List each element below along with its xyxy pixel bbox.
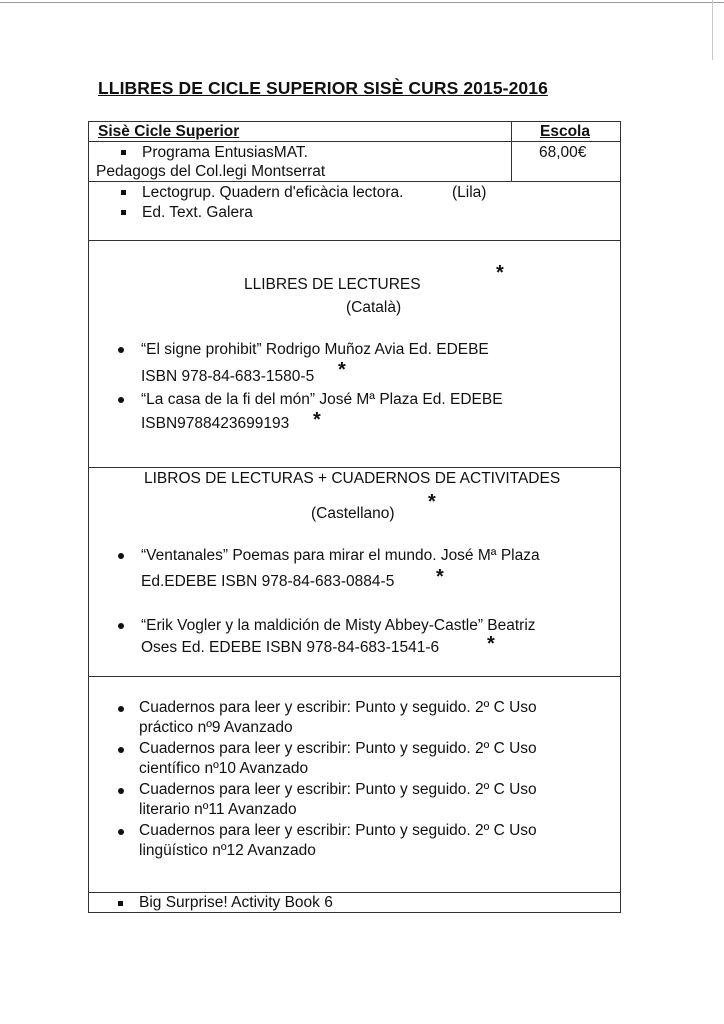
school-header: Escola [540, 123, 590, 140]
row2-divider [88, 240, 621, 241]
cuaderno-1-line1: Cuadernos para leer y escribir: Punto y seguido. 2º C Uso [139, 699, 537, 716]
castellano-heading: LIBROS DE LECTURAS + CUADERNOS DE ACTIVITADES [144, 470, 561, 487]
cuaderno-2-line1: Cuadernos para leer y escribir: Punto y seguido. 2º C Uso [139, 740, 537, 757]
bullet-dot [118, 623, 124, 629]
castellano-book-2-marker: * [487, 633, 495, 655]
scan-border-line [0, 2, 724, 3]
catalan-book-1-isbn: ISBN 978-84-683-1580-5 [141, 368, 315, 385]
catalan-book-2-line1: “La casa de la fi del món” José Mª Plaza Ed. EDEBE [141, 391, 503, 408]
bullet-dot [118, 706, 124, 712]
castellano-book-2-line1: “Erik Vogler y la maldición de Misty Abbey-Castle” Beatriz [141, 617, 536, 634]
bullet-dot [118, 347, 124, 353]
castellano-subheading: (Castellano) [311, 505, 395, 522]
school-price: 68,00€ [539, 144, 587, 161]
castellano-book-1-line2: Ed.EDEBE ISBN 978-84-683-0884-5 [141, 573, 395, 590]
school-column-divider [511, 121, 512, 182]
bullet-square [121, 190, 126, 195]
lectogrup-item: Lectogrup. Quadern d'eficàcia lectora. [142, 184, 404, 201]
bullet-square [118, 901, 123, 906]
document-title: LLIBRES DE CICLE SUPERIOR SISÈ CURS 2015-2016 [98, 78, 548, 98]
catalan-heading-marker: * [496, 262, 504, 284]
bullet-square [121, 210, 126, 215]
bullet-square [121, 150, 126, 155]
entusiasmat-detail: Pedagogs del Col.legi Montserrat [96, 163, 326, 180]
cuaderno-4-line1: Cuadernos para leer y escribir: Punto y seguido. 2º C Uso [139, 822, 537, 839]
cuaderno-3-line2: literario nº11 Avanzado [139, 801, 297, 818]
castellano-book-1-line1: “Ventanales” Poemas para mirar el mundo. José Mª Plaza [141, 547, 540, 564]
cuaderno-4-line2: lingüístico nº12 Avanzado [139, 842, 316, 859]
english-activity-book: Big Surprise! Activity Book 6 [139, 894, 333, 911]
catalan-book-2-isbn: ISBN9788423699193 [141, 415, 290, 432]
cuaderno-1-line2: práctico nº9 Avanzado [139, 719, 293, 736]
catalan-book-2-marker: * [313, 409, 321, 431]
catalan-book-1-marker: * [338, 359, 346, 381]
bullet-dot [118, 788, 124, 794]
catalan-heading: LLIBRES DE LECTURES [244, 276, 421, 293]
scan-edge-mark [712, 0, 713, 60]
lectogrup-note: (Lila) [452, 184, 487, 201]
course-header: Sisè Cicle Superior [98, 123, 240, 140]
bullet-dot [118, 747, 124, 753]
catalan-book-1-line1: “El signe prohibit” Rodrigo Muñoz Avia Ed. EDEBE [141, 341, 489, 358]
castellano-heading-marker: * [428, 491, 436, 513]
cuaderno-2-line2: científico nº10 Avanzado [139, 760, 309, 777]
castellano-book-2-line2: Oses Ed. EDEBE ISBN 978-84-683-1541-6 [141, 639, 440, 656]
bullet-dot [118, 829, 124, 835]
entusiasmat-item: Programa EntusiasMAT. [142, 144, 308, 161]
bullet-dot [118, 553, 124, 559]
catalan-section-divider [88, 467, 621, 468]
castellano-section-divider [88, 676, 621, 677]
catalan-subheading: (Català) [346, 299, 402, 316]
cuaderno-3-line1: Cuadernos para leer y escribir: Punto y seguido. 2º C Uso [139, 781, 537, 798]
bullet-dot [118, 397, 124, 403]
castellano-book-1-marker: * [436, 566, 444, 588]
galera-item: Ed. Text. Galera [142, 204, 253, 221]
